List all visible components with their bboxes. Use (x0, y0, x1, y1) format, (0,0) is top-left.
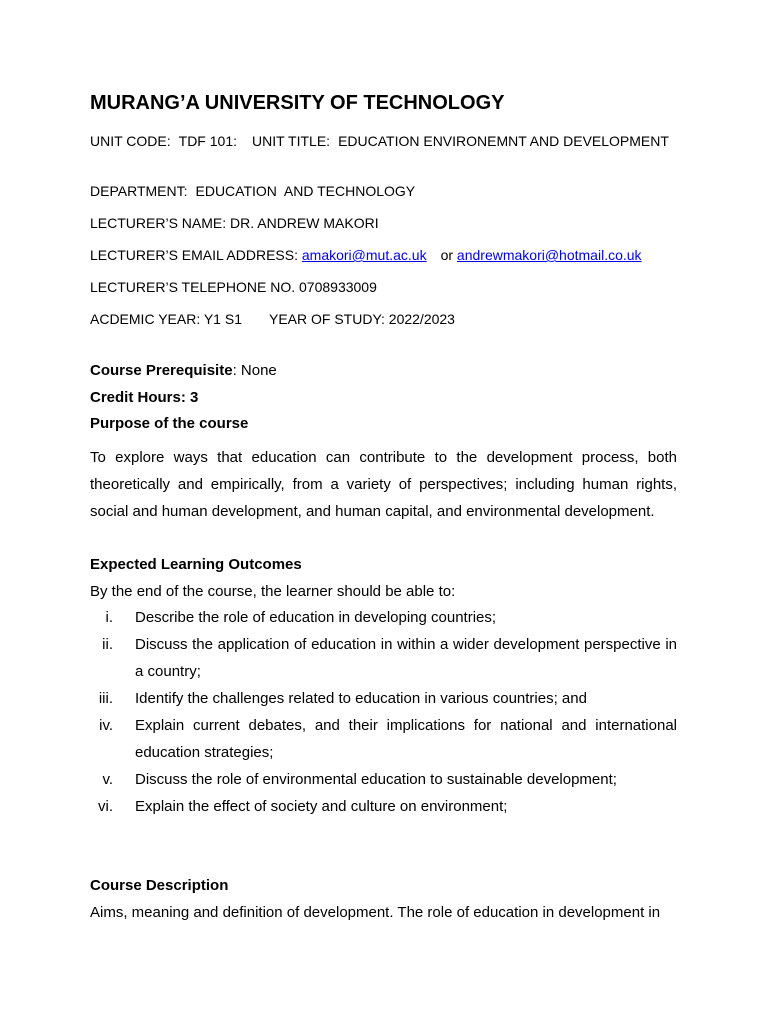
list-item (90, 685, 677, 712)
academic-year: ACDEMIC YEAR: Y1 S1 (90, 311, 242, 327)
list-item (90, 766, 677, 793)
list-item-text: Discuss the application of education in within a wider development perspective in a country; (135, 636, 677, 680)
unit-code-label: UNIT CODE: (90, 133, 171, 149)
email-label: LECTURER’S EMAIL ADDRESS: (90, 247, 298, 263)
email-primary-link[interactable]: amakori@mut.ac.uk (301, 247, 427, 263)
department-label: DEPARTMENT: (90, 183, 188, 199)
email-or: or (440, 247, 454, 263)
credit-hours: Credit Hours: 3 (90, 389, 199, 406)
list-item-text: Identify the challenges related to education in various countries; and (135, 690, 587, 707)
outcomes-list (90, 604, 677, 820)
course-description-heading: Course Description (90, 877, 229, 894)
list-item (90, 793, 677, 820)
year-of-study: YEAR OF STUDY: 2022/2023 (268, 311, 455, 327)
prerequisite-label: Course Prerequisite (90, 362, 233, 379)
list-item-text: Explain current debates, and their implications for national and international education strategies; (135, 717, 677, 761)
purpose-heading: Purpose of the course (90, 415, 249, 432)
email-line (90, 247, 642, 263)
list-item (90, 631, 677, 685)
list-item-number: v. (102, 771, 113, 788)
email-secondary-link[interactable]: andrewmakori@hotmail.co.uk (456, 247, 642, 263)
department-value: EDUCATION AND TECHNOLOGY (195, 183, 416, 199)
prerequisite-value: : None (232, 362, 277, 379)
department-line (90, 183, 415, 199)
list-item-number: i. (105, 609, 113, 626)
unit-line (90, 133, 669, 149)
list-item-text: Describe the role of education in developing countries; (135, 609, 497, 626)
year-line (90, 311, 455, 327)
outcomes-intro: By the end of the course, the learner should be able to: (90, 583, 456, 600)
university-title: MURANG’A UNIVERSITY OF TECHNOLOGY (90, 92, 505, 114)
list-item-number: ii. (102, 636, 113, 653)
telephone-line: LECTURER’S TELEPHONE NO. 0708933009 (90, 279, 377, 295)
unit-title: EDUCATION ENVIRONEMNT AND DEVELOPMENT (338, 133, 669, 149)
list-item-number: vi. (98, 798, 113, 815)
list-item-number: iii. (98, 690, 113, 707)
unit-title-label: UNIT TITLE: (252, 133, 331, 149)
list-item-number: iv. (99, 717, 113, 734)
prerequisite-line (90, 362, 277, 379)
list-item (90, 604, 677, 631)
outcomes-heading: Expected Learning Outcomes (90, 556, 302, 573)
list-item-text: Discuss the role of environmental education to sustainable development; (135, 771, 617, 788)
lecturer-name: LECTURER’S NAME: DR. ANDREW MAKORI (90, 215, 379, 231)
unit-code: TDF 101: (178, 133, 237, 149)
purpose-paragraph: To explore ways that education can contribute to the development process, both theoretically and empirically, from a variety of perspectives; including human rights, social and human development, and human capital, and environmental development. (90, 449, 677, 520)
list-item-text: Explain the effect of society and culture on environment; (135, 798, 508, 815)
course-description-text: Aims, meaning and definition of development. The role of education in development in (90, 904, 661, 921)
list-item (90, 712, 677, 766)
